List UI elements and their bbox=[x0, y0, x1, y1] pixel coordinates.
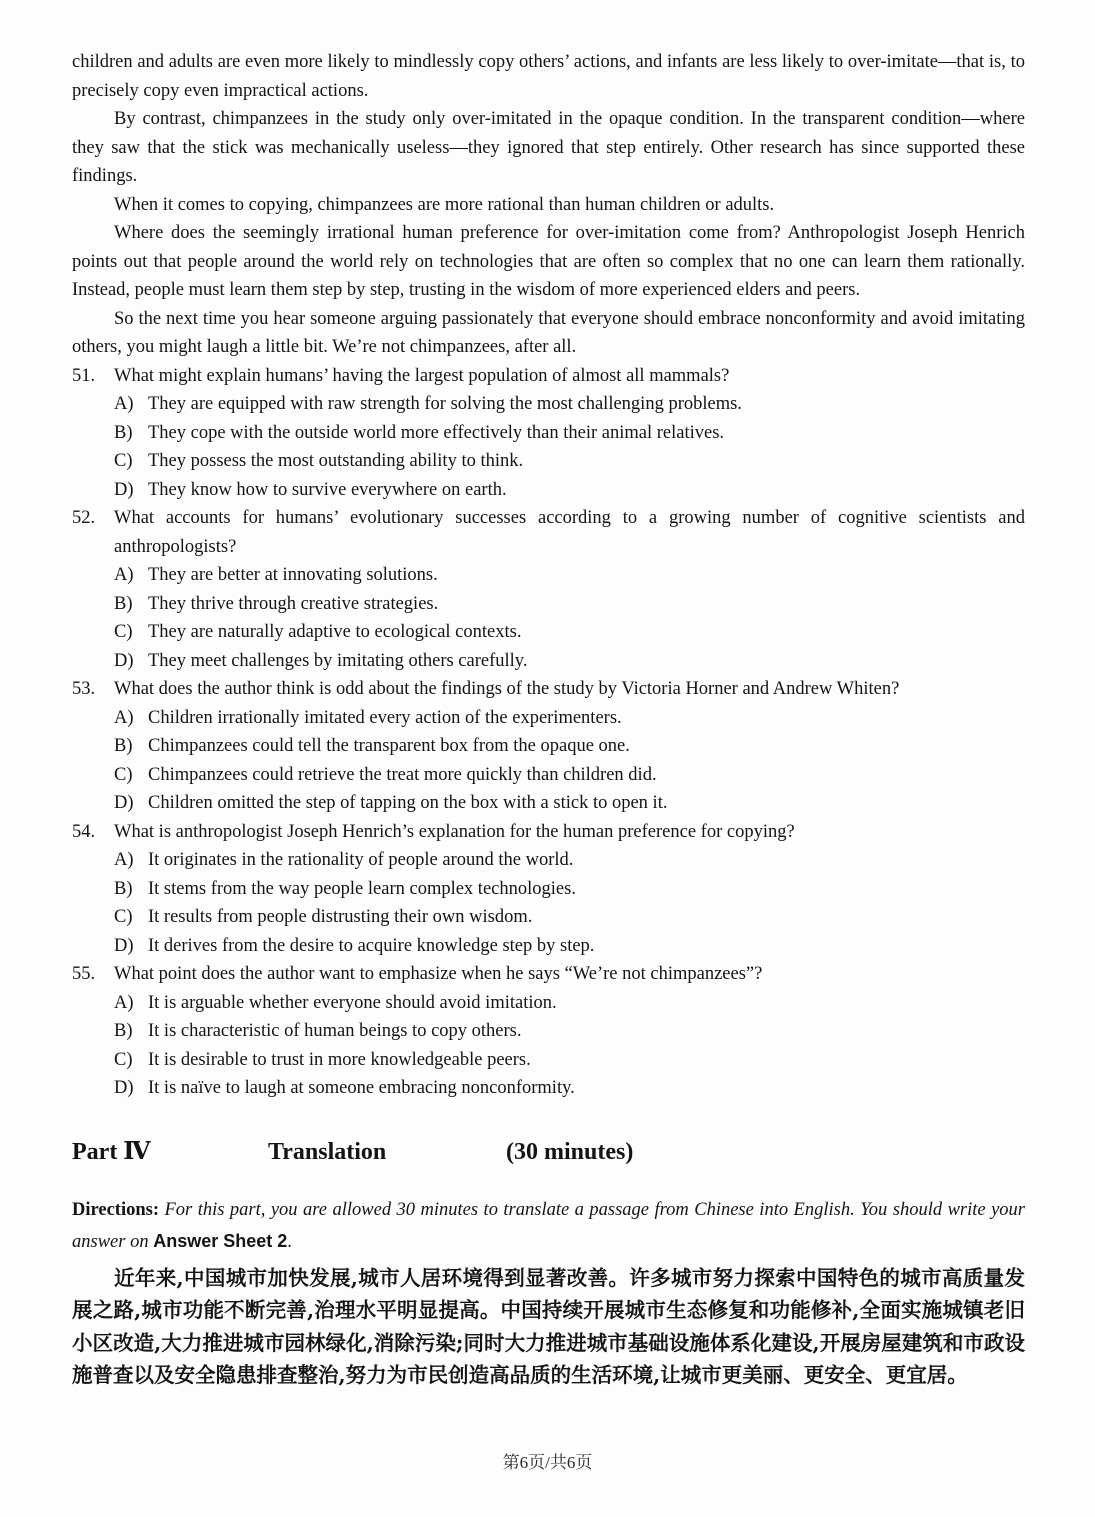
passage-paragraph: Where does the seemingly irrational human preference for over-imitation come from? Anthropologist Joseph Henrich points out that people around the world rely on technologies that are often so complex that no one can learn them rationally. Instead, people must learn them step by step, trusting in the wisdom of more experienced elders and peers. bbox=[72, 223, 1025, 300]
option-text: It is arguable whether everyone should avoid imitation. bbox=[148, 992, 557, 1013]
option-a bbox=[114, 846, 1025, 875]
answer-sheet-reference: Answer Sheet 2 bbox=[153, 1230, 288, 1251]
option-label: D) bbox=[114, 479, 134, 500]
question-55 bbox=[72, 960, 1025, 1103]
option-text: It is characteristic of human beings to copy others. bbox=[148, 1021, 522, 1041]
question-number: 53. bbox=[72, 679, 96, 699]
question-text: What accounts for humans’ evolutionary successes according to a growing number of cognitive scientists and anthropologists? bbox=[114, 508, 1025, 557]
option-text: Children irrationally imitated every action of the experimenters. bbox=[148, 707, 622, 728]
option-d bbox=[114, 1074, 1025, 1103]
option-b bbox=[114, 590, 1025, 619]
option-label: C) bbox=[114, 907, 133, 927]
option-text: It is desirable to trust in more knowledgeable peers. bbox=[148, 1049, 531, 1070]
option-b bbox=[114, 419, 1025, 448]
question-54 bbox=[72, 818, 1025, 961]
option-text: It originates in the rationality of people around the world. bbox=[148, 850, 574, 870]
page-number: 第6页/共6页 bbox=[502, 1453, 593, 1472]
question-stem bbox=[72, 504, 1025, 561]
directions-label: Directions: bbox=[72, 1199, 159, 1220]
page-footer bbox=[0, 1448, 1095, 1473]
question-number: 55. bbox=[72, 964, 96, 984]
option-c bbox=[114, 447, 1025, 476]
option-text: They are better at innovating solutions. bbox=[148, 565, 438, 585]
option-text: They possess the most outstanding ability to think. bbox=[148, 451, 524, 471]
option-label: B) bbox=[114, 1021, 133, 1041]
option-label: C) bbox=[114, 451, 133, 471]
option-text: Children omitted the step of tapping on the box with a stick to open it. bbox=[148, 793, 668, 813]
part4-heading bbox=[72, 1137, 1025, 1167]
part4-duration: (30 minutes) bbox=[506, 1138, 634, 1165]
question-text: What does the author think is odd about the findings of the study by Victoria Horner and Andrew Whiten? bbox=[114, 679, 900, 699]
passage-paragraph: When it comes to copying, chimpanzees are more rational than human children or adults. bbox=[114, 194, 775, 215]
option-b bbox=[114, 875, 1025, 904]
option-label: B) bbox=[114, 593, 133, 614]
option-a bbox=[114, 704, 1025, 733]
option-label: C) bbox=[114, 764, 133, 785]
option-c bbox=[114, 618, 1025, 647]
option-label: B) bbox=[114, 422, 133, 443]
question-text: What might explain humans’ having the largest population of almost all mammals? bbox=[114, 365, 730, 386]
option-text: It results from people distrusting their own wisdom. bbox=[148, 907, 533, 927]
passage-paragraph: By contrast, chimpanzees in the study only over-imitated in the opaque condition. In the transparent condition—where they saw that the stick was mechanically useless—they ignored that step entirely. Other research has since supported these findings. bbox=[72, 109, 1025, 186]
option-text: It stems from the way people learn complex technologies. bbox=[148, 878, 576, 899]
question-number: 52. bbox=[72, 508, 96, 528]
option-label: A) bbox=[114, 707, 134, 728]
option-text: They thrive through creative strategies. bbox=[148, 593, 439, 614]
option-label: A) bbox=[114, 565, 134, 585]
option-d bbox=[114, 932, 1025, 961]
question-51 bbox=[72, 362, 1025, 505]
option-label: A) bbox=[114, 850, 134, 870]
option-a bbox=[114, 989, 1025, 1018]
option-label: C) bbox=[114, 622, 133, 642]
option-label: D) bbox=[114, 793, 134, 813]
option-a bbox=[114, 561, 1025, 590]
option-text: Chimpanzees could tell the transparent box from the opaque one. bbox=[148, 736, 630, 756]
option-label: D) bbox=[114, 650, 134, 671]
option-text: They cope with the outside world more effectively than their animal relatives. bbox=[148, 422, 725, 443]
option-label: D) bbox=[114, 935, 134, 956]
part4-directions bbox=[72, 1195, 1025, 1258]
option-label: B) bbox=[114, 878, 133, 899]
option-d bbox=[114, 647, 1025, 676]
question-stem bbox=[72, 362, 1025, 391]
option-a bbox=[114, 390, 1025, 419]
option-label: D) bbox=[114, 1078, 134, 1098]
directions-text: For this part, you are allowed 30 minutes to translate a passage from Chinese into English. You should write your answer on bbox=[72, 1199, 1025, 1252]
option-b bbox=[114, 1017, 1025, 1046]
option-label: B) bbox=[114, 736, 133, 756]
question-text: What point does the author want to emphasize when he says “We’re not chimpanzees”? bbox=[114, 964, 763, 984]
option-b bbox=[114, 732, 1025, 761]
option-d bbox=[114, 789, 1025, 818]
question-text: What is anthropologist Joseph Henrich’s explanation for the human preference for copying? bbox=[114, 821, 795, 842]
question-number: 51. bbox=[72, 365, 96, 386]
question-number: 54. bbox=[72, 821, 96, 842]
option-text: Chimpanzees could retrieve the treat more quickly than children did. bbox=[148, 764, 657, 785]
option-text: They are equipped with raw strength for solving the most challenging problems. bbox=[148, 394, 742, 414]
question-stem bbox=[72, 960, 1025, 989]
part4-title: Translation bbox=[268, 1138, 387, 1165]
option-text: They know how to survive everywhere on earth. bbox=[148, 479, 507, 500]
directions-period: . bbox=[287, 1231, 292, 1252]
option-text: It is naïve to laugh at someone embracing nonconformity. bbox=[148, 1078, 575, 1098]
reading-passage bbox=[72, 48, 1025, 362]
option-text: It derives from the desire to acquire knowledge step by step. bbox=[148, 935, 595, 956]
question-list bbox=[72, 362, 1025, 1103]
option-c bbox=[114, 761, 1025, 790]
option-text: They are naturally adaptive to ecological contexts. bbox=[148, 622, 522, 642]
question-stem bbox=[72, 675, 1025, 704]
option-label: A) bbox=[114, 394, 134, 414]
option-label: A) bbox=[114, 992, 134, 1013]
option-c bbox=[114, 1046, 1025, 1075]
question-52 bbox=[72, 504, 1025, 675]
question-53 bbox=[72, 675, 1025, 818]
option-d bbox=[114, 476, 1025, 505]
passage-paragraph: children and adults are even more likely to mindlessly copy others’ actions, and infants are less likely to over-imitate—that is, to precisely copy even impractical actions. bbox=[72, 52, 1025, 101]
passage-paragraph: So the next time you hear someone arguing passionately that everyone should embrace nonconformity and avoid imitating others, you might laugh a little bit. We’re not chimpanzees, after all. bbox=[72, 308, 1025, 357]
option-c bbox=[114, 903, 1025, 932]
question-stem bbox=[72, 818, 1025, 847]
translation-passage-chinese: 近年来,中国城市加快发展,城市人居环境得到显著改善。许多城市努力探索中国特色的城市高质量发展之路,城市功能不断完善,治理水平明显提高。中国持续开展城市生态修复和功能修补,全面实施城镇老旧小区改造,大力推进城市园林绿化,消除污染;同时大力推进城市基础设施体系化建设,开展房屋建筑和市政设施普查以及安全隐患排查整治,努力为市民创造高品质的生活环境,让城市更美丽、更安全、更宜居。 bbox=[72, 1265, 1025, 1387]
option-label: C) bbox=[114, 1049, 133, 1070]
part4-label: Part Ⅳ bbox=[72, 1138, 151, 1165]
option-text: They meet challenges by imitating others carefully. bbox=[148, 650, 528, 671]
